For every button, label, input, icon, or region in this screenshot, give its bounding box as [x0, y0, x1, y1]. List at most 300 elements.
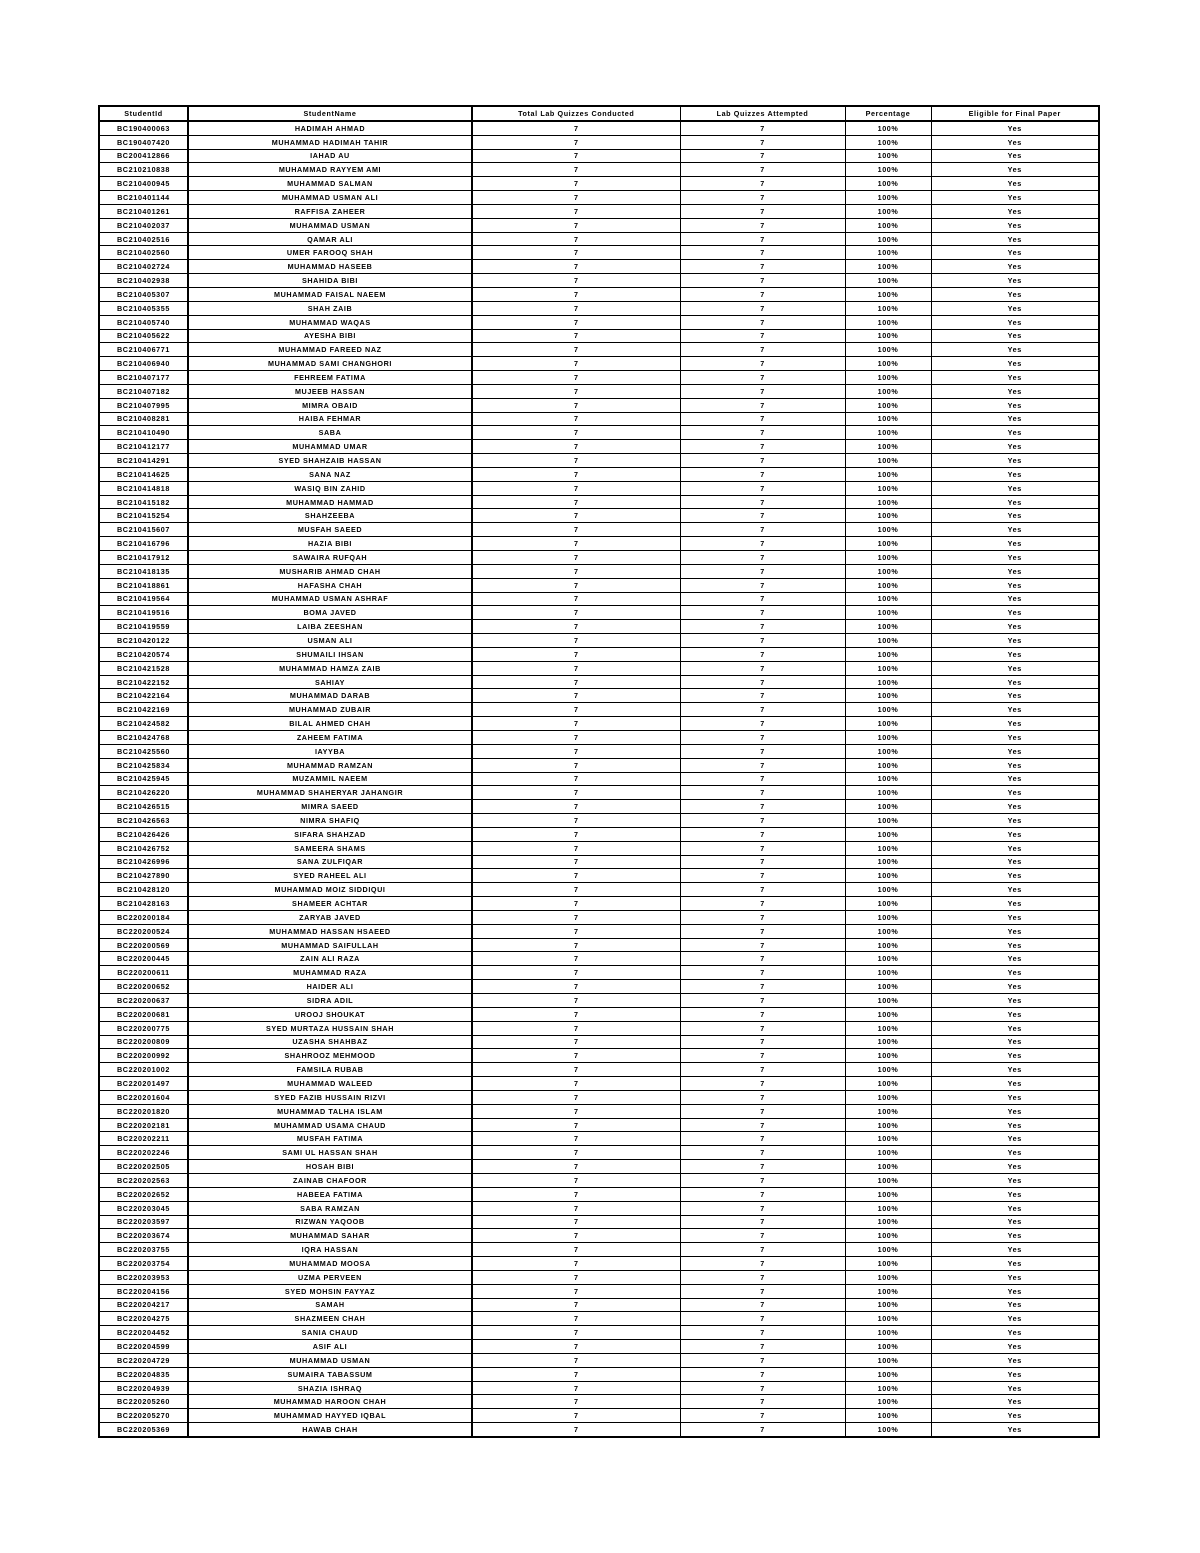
cell-total-quizzes: 7	[472, 980, 680, 994]
cell-quizzes-attempted: 7	[680, 592, 845, 606]
cell-percentage: 100%	[845, 287, 931, 301]
cell-eligible: Yes	[931, 966, 1099, 980]
cell-percentage: 100%	[845, 980, 931, 994]
cell-percentage: 100%	[845, 703, 931, 717]
cell-total-quizzes: 7	[472, 523, 680, 537]
cell-total-quizzes: 7	[472, 1077, 680, 1091]
cell-percentage: 100%	[845, 135, 931, 149]
cell-percentage: 100%	[845, 786, 931, 800]
cell-student-name: IAYYBA	[188, 744, 472, 758]
cell-total-quizzes: 7	[472, 1326, 680, 1340]
cell-student-name: MUHAMMAD HADIMAH TAHIR	[188, 135, 472, 149]
cell-student-id: BC210401261	[99, 204, 188, 218]
cell-student-id: BC210414818	[99, 481, 188, 495]
cell-eligible: Yes	[931, 191, 1099, 205]
cell-eligible: Yes	[931, 1021, 1099, 1035]
cell-student-id: BC210415182	[99, 495, 188, 509]
cell-quizzes-attempted: 7	[680, 1284, 845, 1298]
table-row	[99, 1409, 1099, 1423]
cell-quizzes-attempted: 7	[680, 1090, 845, 1104]
cell-quizzes-attempted: 7	[680, 537, 845, 551]
cell-quizzes-attempted: 7	[680, 315, 845, 329]
table-row	[99, 1298, 1099, 1312]
cell-percentage: 100%	[845, 398, 931, 412]
cell-student-name: MUHAMMAD WAQAS	[188, 315, 472, 329]
cell-percentage: 100%	[845, 481, 931, 495]
table-row	[99, 1077, 1099, 1091]
cell-total-quizzes: 7	[472, 883, 680, 897]
cell-total-quizzes: 7	[472, 786, 680, 800]
cell-quizzes-attempted: 7	[680, 481, 845, 495]
table-row	[99, 329, 1099, 343]
cell-quizzes-attempted: 7	[680, 1049, 845, 1063]
table-row	[99, 841, 1099, 855]
table-row	[99, 910, 1099, 924]
cell-percentage: 100%	[845, 1146, 931, 1160]
cell-quizzes-attempted: 7	[680, 1326, 845, 1340]
table-row	[99, 661, 1099, 675]
table-row	[99, 371, 1099, 385]
cell-eligible: Yes	[931, 938, 1099, 952]
cell-quizzes-attempted: 7	[680, 287, 845, 301]
cell-quizzes-attempted: 7	[680, 1035, 845, 1049]
cell-eligible: Yes	[931, 578, 1099, 592]
cell-eligible: Yes	[931, 814, 1099, 828]
cell-student-name: HADIMAH AHMAD	[188, 121, 472, 135]
table-row	[99, 1326, 1099, 1340]
cell-student-id: BC210406771	[99, 343, 188, 357]
cell-percentage: 100%	[845, 1021, 931, 1035]
cell-student-name: ZAINAB CHAFOOR	[188, 1173, 472, 1187]
cell-total-quizzes: 7	[472, 1243, 680, 1257]
cell-quizzes-attempted: 7	[680, 454, 845, 468]
cell-percentage: 100%	[845, 260, 931, 274]
cell-total-quizzes: 7	[472, 717, 680, 731]
cell-student-id: BC210425945	[99, 772, 188, 786]
cell-total-quizzes: 7	[472, 1284, 680, 1298]
cell-percentage: 100%	[845, 994, 931, 1008]
cell-total-quizzes: 7	[472, 1367, 680, 1381]
cell-student-id: BC210402037	[99, 218, 188, 232]
cell-student-id: BC210426220	[99, 786, 188, 800]
cell-total-quizzes: 7	[472, 357, 680, 371]
cell-total-quizzes: 7	[472, 1090, 680, 1104]
cell-student-name: SYED MURTAZA HUSSAIN SHAH	[188, 1021, 472, 1035]
cell-student-id: BC210417912	[99, 551, 188, 565]
cell-total-quizzes: 7	[472, 329, 680, 343]
cell-total-quizzes: 7	[472, 592, 680, 606]
cell-quizzes-attempted: 7	[680, 1187, 845, 1201]
cell-percentage: 100%	[845, 744, 931, 758]
cell-quizzes-attempted: 7	[680, 869, 845, 883]
cell-student-id: BC220203045	[99, 1201, 188, 1215]
cell-percentage: 100%	[845, 1367, 931, 1381]
cell-student-name: SANIA CHAUD	[188, 1326, 472, 1340]
cell-student-id: BC210426426	[99, 827, 188, 841]
cell-percentage: 100%	[845, 675, 931, 689]
table-row	[99, 1395, 1099, 1409]
cell-quizzes-attempted: 7	[680, 675, 845, 689]
cell-total-quizzes: 7	[472, 814, 680, 828]
cell-student-name: SAHIAY	[188, 675, 472, 689]
cell-student-name: MUHAMMAD HAYYED IQBAL	[188, 1409, 472, 1423]
table-row	[99, 1035, 1099, 1049]
cell-eligible: Yes	[931, 1160, 1099, 1174]
cell-student-id: BC220201604	[99, 1090, 188, 1104]
cell-eligible: Yes	[931, 924, 1099, 938]
cell-eligible: Yes	[931, 1035, 1099, 1049]
table-row	[99, 191, 1099, 205]
table-row	[99, 730, 1099, 744]
cell-percentage: 100%	[845, 578, 931, 592]
cell-eligible: Yes	[931, 1395, 1099, 1409]
table-row	[99, 551, 1099, 565]
table-row	[99, 260, 1099, 274]
cell-total-quizzes: 7	[472, 1104, 680, 1118]
cell-eligible: Yes	[931, 661, 1099, 675]
cell-student-name: RAFFISA ZAHEER	[188, 204, 472, 218]
cell-student-name: LAIBA ZEESHAN	[188, 620, 472, 634]
cell-total-quizzes: 7	[472, 1381, 680, 1395]
cell-eligible: Yes	[931, 232, 1099, 246]
cell-total-quizzes: 7	[472, 1063, 680, 1077]
cell-student-name: MUZAMMIL NAEEM	[188, 772, 472, 786]
table-row	[99, 592, 1099, 606]
cell-total-quizzes: 7	[472, 274, 680, 288]
cell-student-name: RIZWAN YAQOOB	[188, 1215, 472, 1229]
cell-student-id: BC210419559	[99, 620, 188, 634]
cell-percentage: 100%	[845, 343, 931, 357]
cell-percentage: 100%	[845, 772, 931, 786]
cell-student-id: BC210425834	[99, 758, 188, 772]
cell-eligible: Yes	[931, 952, 1099, 966]
cell-student-id: BC220202505	[99, 1160, 188, 1174]
cell-student-name: NIMRA SHAFIQ	[188, 814, 472, 828]
cell-total-quizzes: 7	[472, 509, 680, 523]
cell-percentage: 100%	[845, 1229, 931, 1243]
column-header-eligible: Eligible for Final Paper	[931, 106, 1099, 121]
cell-student-name: UZASHA SHAHBAZ	[188, 1035, 472, 1049]
cell-total-quizzes: 7	[472, 1340, 680, 1354]
cell-eligible: Yes	[931, 772, 1099, 786]
cell-total-quizzes: 7	[472, 384, 680, 398]
cell-student-name: MUSFAH FATIMA	[188, 1132, 472, 1146]
cell-student-name: MUHAMMAD DARAB	[188, 689, 472, 703]
column-header-student-id: StudentId	[99, 106, 188, 121]
cell-quizzes-attempted: 7	[680, 744, 845, 758]
cell-student-id: BC220204156	[99, 1284, 188, 1298]
table-row	[99, 163, 1099, 177]
table-row	[99, 537, 1099, 551]
cell-total-quizzes: 7	[472, 855, 680, 869]
cell-student-id: BC220203597	[99, 1215, 188, 1229]
cell-eligible: Yes	[931, 1284, 1099, 1298]
cell-student-id: BC210408281	[99, 412, 188, 426]
cell-quizzes-attempted: 7	[680, 1021, 845, 1035]
cell-total-quizzes: 7	[472, 606, 680, 620]
cell-eligible: Yes	[931, 204, 1099, 218]
cell-student-id: BC220204217	[99, 1298, 188, 1312]
cell-student-name: BILAL AHMED CHAH	[188, 717, 472, 731]
column-header-quizzes-attempted: Lab Quizzes Attempted	[680, 106, 845, 121]
cell-quizzes-attempted: 7	[680, 1063, 845, 1077]
table-row	[99, 440, 1099, 454]
cell-percentage: 100%	[845, 1395, 931, 1409]
cell-percentage: 100%	[845, 620, 931, 634]
cell-eligible: Yes	[931, 1243, 1099, 1257]
cell-student-id: BC220205369	[99, 1423, 188, 1437]
cell-total-quizzes: 7	[472, 1007, 680, 1021]
cell-quizzes-attempted: 7	[680, 814, 845, 828]
table-row	[99, 218, 1099, 232]
cell-quizzes-attempted: 7	[680, 994, 845, 1008]
cell-total-quizzes: 7	[472, 647, 680, 661]
table-row	[99, 1423, 1099, 1437]
cell-student-name: MUJEEB HASSAN	[188, 384, 472, 398]
cell-student-name: SHAZMEEN CHAH	[188, 1312, 472, 1326]
cell-student-id: BC220202211	[99, 1132, 188, 1146]
cell-percentage: 100%	[845, 606, 931, 620]
cell-eligible: Yes	[931, 1257, 1099, 1271]
cell-student-id: BC220201820	[99, 1104, 188, 1118]
cell-student-name: BOMA JAVED	[188, 606, 472, 620]
cell-student-id: BC220202563	[99, 1173, 188, 1187]
cell-student-name: SAMEERA SHAMS	[188, 841, 472, 855]
cell-eligible: Yes	[931, 1132, 1099, 1146]
cell-total-quizzes: 7	[472, 177, 680, 191]
cell-student-id: BC210402724	[99, 260, 188, 274]
cell-quizzes-attempted: 7	[680, 121, 845, 135]
cell-total-quizzes: 7	[472, 910, 680, 924]
cell-eligible: Yes	[931, 1229, 1099, 1243]
cell-eligible: Yes	[931, 177, 1099, 191]
cell-student-name: MUHAMMAD SAHAR	[188, 1229, 472, 1243]
cell-total-quizzes: 7	[472, 800, 680, 814]
table-row	[99, 1367, 1099, 1381]
table-row	[99, 800, 1099, 814]
cell-total-quizzes: 7	[472, 772, 680, 786]
cell-eligible: Yes	[931, 246, 1099, 260]
cell-percentage: 100%	[845, 454, 931, 468]
table-row	[99, 883, 1099, 897]
table-row	[99, 1187, 1099, 1201]
cell-quizzes-attempted: 7	[680, 952, 845, 966]
cell-total-quizzes: 7	[472, 551, 680, 565]
cell-eligible: Yes	[931, 1409, 1099, 1423]
cell-student-name: HOSAH BIBI	[188, 1160, 472, 1174]
cell-eligible: Yes	[931, 592, 1099, 606]
cell-quizzes-attempted: 7	[680, 260, 845, 274]
cell-percentage: 100%	[845, 827, 931, 841]
cell-student-id: BC210419516	[99, 606, 188, 620]
table-row	[99, 620, 1099, 634]
cell-quizzes-attempted: 7	[680, 1007, 845, 1021]
cell-percentage: 100%	[845, 440, 931, 454]
cell-percentage: 100%	[845, 730, 931, 744]
table-row	[99, 855, 1099, 869]
cell-student-name: MUHAMMAD RAMZAN	[188, 758, 472, 772]
cell-student-name: SAMAH	[188, 1298, 472, 1312]
cell-student-id: BC210405622	[99, 329, 188, 343]
cell-eligible: Yes	[931, 121, 1099, 135]
cell-quizzes-attempted: 7	[680, 301, 845, 315]
cell-percentage: 100%	[845, 357, 931, 371]
column-header-total-quizzes: Total Lab Quizzes Conducted	[472, 106, 680, 121]
cell-eligible: Yes	[931, 1077, 1099, 1091]
cell-percentage: 100%	[845, 537, 931, 551]
cell-percentage: 100%	[845, 1173, 931, 1187]
cell-eligible: Yes	[931, 1353, 1099, 1367]
cell-quizzes-attempted: 7	[680, 232, 845, 246]
cell-percentage: 100%	[845, 149, 931, 163]
column-header-student-name: StudentName	[188, 106, 472, 121]
cell-quizzes-attempted: 7	[680, 841, 845, 855]
cell-eligible: Yes	[931, 869, 1099, 883]
cell-percentage: 100%	[845, 523, 931, 537]
cell-student-name: SAWAIRA RUFQAH	[188, 551, 472, 565]
cell-total-quizzes: 7	[472, 564, 680, 578]
cell-percentage: 100%	[845, 717, 931, 731]
table-row	[99, 1090, 1099, 1104]
cell-total-quizzes: 7	[472, 689, 680, 703]
cell-percentage: 100%	[845, 938, 931, 952]
cell-student-id: BC220203755	[99, 1243, 188, 1257]
cell-student-name: SYED SHAHZAIB HASSAN	[188, 454, 472, 468]
cell-percentage: 100%	[845, 1326, 931, 1340]
cell-eligible: Yes	[931, 827, 1099, 841]
cell-percentage: 100%	[845, 689, 931, 703]
cell-total-quizzes: 7	[472, 232, 680, 246]
cell-student-name: SYED MOHSIN FAYYAZ	[188, 1284, 472, 1298]
cell-eligible: Yes	[931, 1063, 1099, 1077]
cell-student-name: MUHAMMAD MOIZ SIDDIQUI	[188, 883, 472, 897]
cell-student-name: MUHAMMAD SAMI CHANGHORI	[188, 357, 472, 371]
table-row	[99, 121, 1099, 135]
column-header-percentage: Percentage	[845, 106, 931, 121]
cell-quizzes-attempted: 7	[680, 177, 845, 191]
cell-student-name: HAIDER ALI	[188, 980, 472, 994]
cell-student-id: BC220204599	[99, 1340, 188, 1354]
cell-student-id: BC220202181	[99, 1118, 188, 1132]
cell-percentage: 100%	[845, 1353, 931, 1367]
cell-student-id: BC220201002	[99, 1063, 188, 1077]
table-row	[99, 357, 1099, 371]
cell-percentage: 100%	[845, 1063, 931, 1077]
cell-quizzes-attempted: 7	[680, 924, 845, 938]
cell-eligible: Yes	[931, 1049, 1099, 1063]
cell-eligible: Yes	[931, 287, 1099, 301]
cell-student-id: BC210425560	[99, 744, 188, 758]
table-row	[99, 509, 1099, 523]
cell-quizzes-attempted: 7	[680, 827, 845, 841]
cell-quizzes-attempted: 7	[680, 634, 845, 648]
cell-total-quizzes: 7	[472, 1215, 680, 1229]
table-row	[99, 467, 1099, 481]
table-row	[99, 135, 1099, 149]
cell-eligible: Yes	[931, 634, 1099, 648]
cell-eligible: Yes	[931, 1312, 1099, 1326]
table-row	[99, 246, 1099, 260]
cell-total-quizzes: 7	[472, 218, 680, 232]
cell-percentage: 100%	[845, 1160, 931, 1174]
cell-total-quizzes: 7	[472, 1353, 680, 1367]
cell-student-id: BC210407177	[99, 371, 188, 385]
table-row	[99, 938, 1099, 952]
cell-student-name: ZARYAB JAVED	[188, 910, 472, 924]
cell-total-quizzes: 7	[472, 1132, 680, 1146]
cell-percentage: 100%	[845, 661, 931, 675]
table-row	[99, 924, 1099, 938]
cell-eligible: Yes	[931, 758, 1099, 772]
cell-student-name: MUHAMMAD MOOSA	[188, 1257, 472, 1271]
cell-percentage: 100%	[845, 1243, 931, 1257]
cell-percentage: 100%	[845, 564, 931, 578]
cell-quizzes-attempted: 7	[680, 1146, 845, 1160]
cell-student-id: BC210405307	[99, 287, 188, 301]
cell-quizzes-attempted: 7	[680, 1409, 845, 1423]
cell-student-id: BC190400063	[99, 121, 188, 135]
cell-student-id: BC220202652	[99, 1187, 188, 1201]
cell-total-quizzes: 7	[472, 1270, 680, 1284]
cell-student-id: BC210428163	[99, 897, 188, 911]
cell-percentage: 100%	[845, 274, 931, 288]
cell-student-name: USMAN ALI	[188, 634, 472, 648]
cell-quizzes-attempted: 7	[680, 772, 845, 786]
table-row	[99, 634, 1099, 648]
table-row	[99, 606, 1099, 620]
cell-quizzes-attempted: 7	[680, 1243, 845, 1257]
cell-percentage: 100%	[845, 177, 931, 191]
cell-total-quizzes: 7	[472, 1187, 680, 1201]
cell-quizzes-attempted: 7	[680, 758, 845, 772]
cell-quizzes-attempted: 7	[680, 551, 845, 565]
cell-eligible: Yes	[931, 800, 1099, 814]
cell-eligible: Yes	[931, 551, 1099, 565]
cell-percentage: 100%	[845, 218, 931, 232]
cell-total-quizzes: 7	[472, 1298, 680, 1312]
cell-eligible: Yes	[931, 495, 1099, 509]
cell-student-id: BC220200611	[99, 966, 188, 980]
cell-total-quizzes: 7	[472, 1173, 680, 1187]
table-row	[99, 1118, 1099, 1132]
cell-eligible: Yes	[931, 1007, 1099, 1021]
cell-eligible: Yes	[931, 689, 1099, 703]
cell-eligible: Yes	[931, 1215, 1099, 1229]
cell-student-id: BC210405355	[99, 301, 188, 315]
cell-student-id: BC220200809	[99, 1035, 188, 1049]
cell-student-id: BC220204835	[99, 1367, 188, 1381]
cell-percentage: 100%	[845, 467, 931, 481]
cell-student-id: BC210419564	[99, 592, 188, 606]
cell-quizzes-attempted: 7	[680, 357, 845, 371]
cell-total-quizzes: 7	[472, 454, 680, 468]
cell-percentage: 100%	[845, 1049, 931, 1063]
cell-eligible: Yes	[931, 1326, 1099, 1340]
cell-student-id: BC220200775	[99, 1021, 188, 1035]
cell-quizzes-attempted: 7	[680, 717, 845, 731]
cell-student-id: BC210406940	[99, 357, 188, 371]
cell-percentage: 100%	[845, 1312, 931, 1326]
cell-eligible: Yes	[931, 647, 1099, 661]
table-row	[99, 454, 1099, 468]
cell-total-quizzes: 7	[472, 966, 680, 980]
table-row	[99, 1243, 1099, 1257]
cell-eligible: Yes	[931, 980, 1099, 994]
cell-total-quizzes: 7	[472, 994, 680, 1008]
table-row	[99, 232, 1099, 246]
cell-student-name: MUSHARIB AHMAD CHAH	[188, 564, 472, 578]
cell-student-name: MUHAMMAD HAMZA ZAIB	[188, 661, 472, 675]
